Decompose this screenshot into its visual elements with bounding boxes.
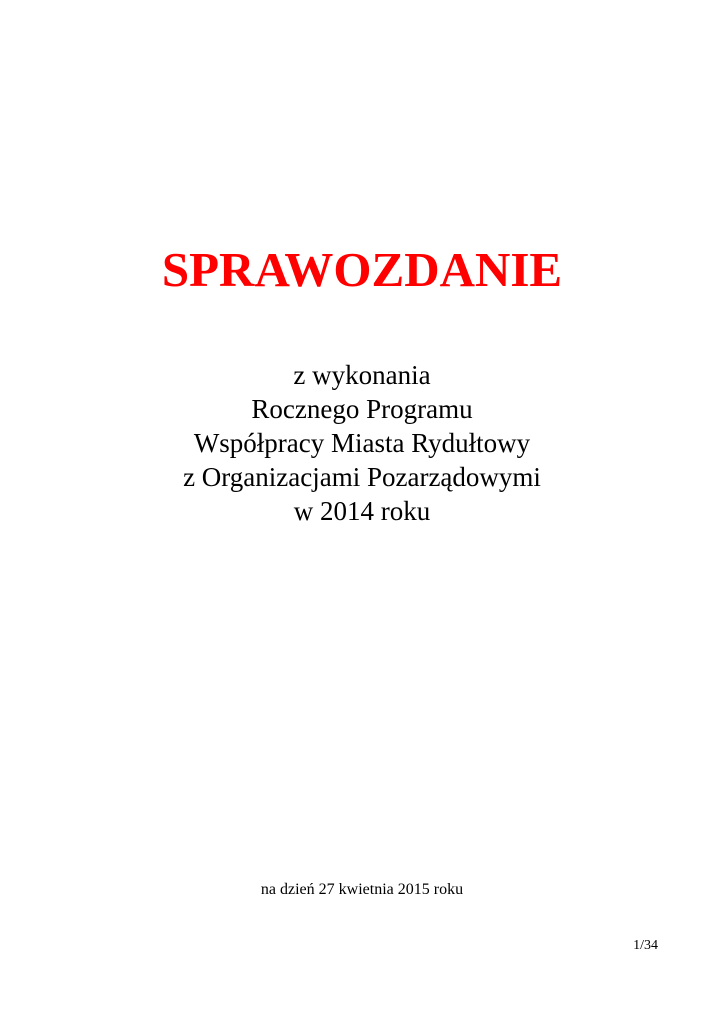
subtitle-line: Współpracy Miasta Rydułtowy — [193, 428, 531, 458]
subtitle-line: Rocznego Programu — [251, 394, 473, 424]
document-title: SPRAWOZDANIE — [161, 242, 563, 297]
report-date: na dzień 27 kwietnia 2015 roku — [260, 881, 464, 898]
subtitle-line: z wykonania — [293, 360, 431, 390]
page-number: 1/34 — [633, 938, 658, 953]
subtitle-line: z Organizacjami Pozarządowymi — [183, 462, 541, 492]
subtitle-line: w 2014 roku — [293, 496, 431, 526]
document-subtitle — [0, 358, 724, 528]
